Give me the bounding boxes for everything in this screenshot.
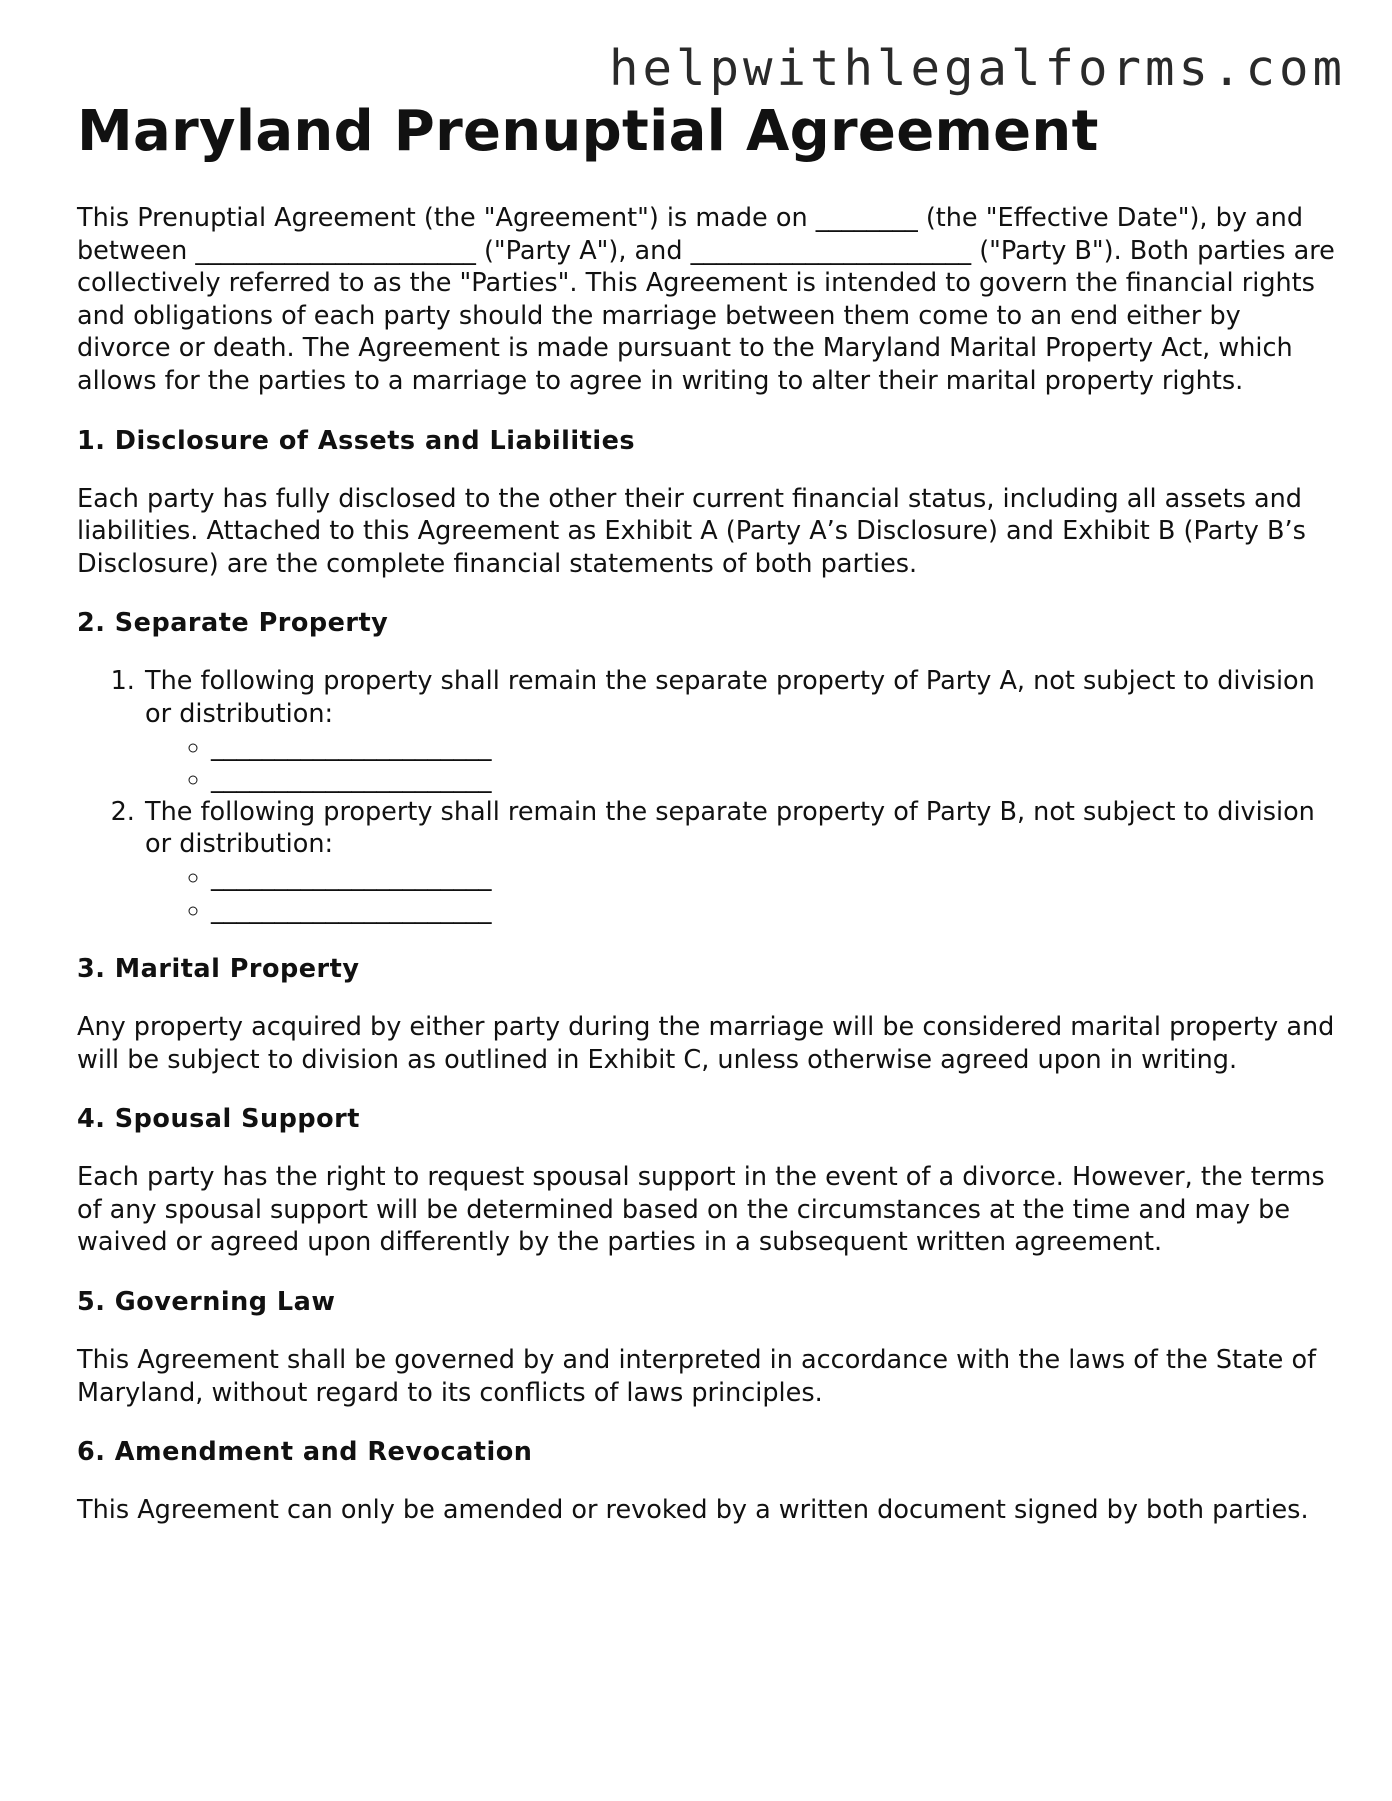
intro-paragraph: This Prenuptial Agreement (the "Agreement") is made on ________ (the "Effective Date"), by and between ______________________ ("Party A"), and ______________________ ("Party B"). Both parties are collectively referred to as the "Parties". This Agreement is intended to govern the financial rights and obligations of each party should the marriage between them come to an end either by divorce or death. The Agreement is made pursuant to the Maryland Marital Property Act, which allows for the parties to a marriage to agree in writing to alter their marital property rights. xyxy=(77,203,1335,396)
list-item-text: The following property shall remain the separate property of Party A, not subject to division or distribution: xyxy=(145,666,1315,729)
section-body-amendment: This Agreement can only be amended or revoked by a written document signed by both parties. xyxy=(77,1495,1309,1526)
blank-line: ◦ ______________________ xyxy=(211,763,1339,796)
section-body-disclosure: Each party has fully disclosed to the other their current financial status, including all assets and liabilities. Attached to this Agreement as Exhibit A (Party A’s Disclosure) and Exhibit B (Party B’s Disclosure) are the complete financial statements of both parties. xyxy=(77,483,1306,579)
section-heading-separate-property: 2. Separate Property xyxy=(77,608,389,639)
page-title: Maryland Prenuptial Agreement xyxy=(77,99,1099,164)
blank-list-party-a xyxy=(145,731,1339,796)
section-heading-marital-property: 3. Marital Property xyxy=(77,954,360,985)
list-item-party-b xyxy=(143,796,1339,926)
separate-property-list xyxy=(77,665,1339,926)
site-watermark: helpwithlegalforms.com xyxy=(608,40,1346,97)
document-page xyxy=(77,96,1339,1527)
blank-line: ◦ ______________________ xyxy=(211,894,1339,927)
list-item-party-a xyxy=(143,665,1339,795)
list-item-text: The following property shall remain the separate property of Party B, not subject to division or distribution: xyxy=(145,796,1315,860)
section-heading-disclosure: 1. Disclosure of Assets and Liabilities xyxy=(77,425,636,456)
blank-line: ◦ ______________________ xyxy=(211,861,1339,894)
section-heading-amendment: 6. Amendment and Revocation xyxy=(77,1437,533,1468)
section-heading-governing-law: 5. Governing Law xyxy=(77,1287,336,1318)
blank-list-party-b xyxy=(145,861,1339,926)
section-body-marital-property: Any property acquired by either party during the marriage will be considered marital property and will be subject to division as outlined in Exhibit C, unless otherwise agreed upon in writing. xyxy=(77,1012,1335,1075)
blank-line: ◦ ______________________ xyxy=(211,731,1339,764)
section-body-governing-law: This Agreement shall be governed by and interpreted in accordance with the laws of the State of Maryland, without regard to its conflicts of laws principles. xyxy=(77,1345,1317,1408)
section-body-spousal-support: Each party has the right to request spousal support in the event of a divorce. However, the terms of any spousal support will be determined based on the circumstances at the time and may be waived or agreed upon differently by the parties in a subsequent written agreement. xyxy=(77,1162,1325,1258)
section-heading-spousal-support: 4. Spousal Support xyxy=(77,1104,360,1135)
